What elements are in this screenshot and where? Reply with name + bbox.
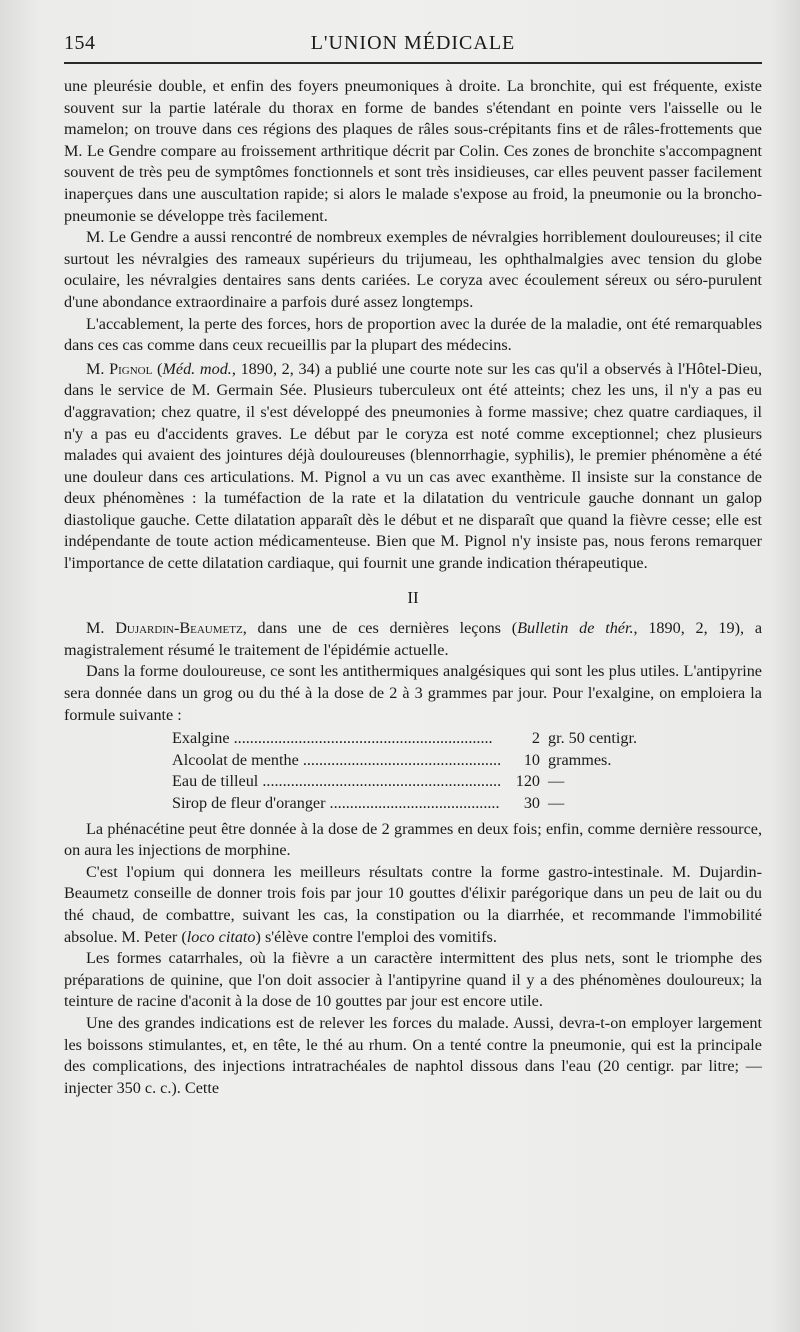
formula-quantity: 2 bbox=[531, 729, 540, 748]
formula-row bbox=[172, 750, 762, 772]
formula-unit: — bbox=[548, 794, 565, 812]
journal-title: Bulletin de thér. bbox=[517, 619, 634, 638]
citation-italic: loco citato bbox=[186, 927, 256, 946]
paragraph-dujardin: M. Dujardin-Beaumetz, dans une de ces dernières leçons (Bulletin de thér., 1890, 2, 19), a magistralement résumé le traitement de l'épidémie actuelle. bbox=[64, 619, 763, 659]
paragraph-painful-form: Dans la forme douloureuse, ce sont les antithermiques analgésiques qui sont les plus utiles. L'antipyrine sera donnée dans un grog ou du thé à la dose de 2 à 3 grammes par jour. Pour l'exalgine, on emploiera la formule suivante : bbox=[64, 662, 762, 724]
paragraph-exhaustion: L'accablement, la perte des forces, hors de proportion avec la durée de la maladie, ont été remarquables dans ces cas comme dans ceux recueillis par la plupart des médecins. bbox=[64, 314, 762, 355]
formula-unit: gr. 50 centigr. bbox=[548, 729, 638, 748]
formula-quantity: 30 bbox=[523, 794, 540, 812]
formula-row bbox=[172, 771, 762, 793]
paragraph-continuation: une pleurésie double, et enfin des foyers pneumoniques à droite. La bronchite, qui est fréquente, existe souvent sur la partie latérale du thorax en forme de bandes s'étendant en pointe vers l'aisselle ou le mamelon; on trouve dans ces régions des plaques de râles sous-crépitants fins et de râles-frottements que M. Le Gendre compare au froissement arthritique décrit par Colin. Ces zones de bronchite s'accompagnent souvent de très peu de symptômes fonctionnels et sont très insidieuses, car elles peuvent passer facilement inaperçues dans une auscultation rapide; si alors le malade s'expose au froid, la pneumonie ou la broncho-pneumonie se développe très facilement. bbox=[64, 77, 762, 225]
paragraph-phenacetin: La phénacétine peut être donnée à la dose de 2 grammes en deux fois; enfin, comme dernière ressource, on aura les injections de morphine. bbox=[64, 819, 762, 860]
page-number: 154 bbox=[64, 32, 96, 54]
author-name: M. Dujardin-Beaumetz bbox=[86, 619, 243, 638]
paragraph-opium: C'est l'opium qui donnera les meilleurs résultats contre la forme gastro-intestinale. M. Dujardin-Beaumetz conseille de donner trois fois par jour 10 gouttes d'élixir parégorique dans un peu de lait ou du thé chaud, de combattre, suivant les cas, la constipation ou la diarrhée, et recommande l'immobilité absolue. M. Peter (loco citato) s'élève contre l'emploi des vomitifs. bbox=[64, 862, 762, 946]
body-text bbox=[64, 76, 762, 1099]
formula-row bbox=[172, 793, 762, 815]
formula-quantity: 120 bbox=[515, 772, 540, 791]
formula-quantity: 10 bbox=[523, 750, 540, 769]
formula-ingredient: Eau de tilleul ..... bbox=[172, 771, 500, 793]
paragraph-stimulants: Une des grandes indications est de relever les forces du malade. Aussi, devra-t-on employer largement les boissons stimulantes, et, en tête, le thé au rhum. On a tenté contre la pneumonie, qui est la principale des complications, des injections intratrachéales de naphtol dissous dans l'eau (20 centigr. par litre; — injecter 350 c. c.). Cette bbox=[64, 1013, 762, 1097]
author-name: M. Pignol bbox=[86, 359, 153, 378]
exalgine-formula bbox=[172, 728, 762, 814]
formula-ingredient: Sirop de fleur d'oranger ..... bbox=[172, 793, 500, 815]
formula-unit: — bbox=[548, 772, 565, 791]
formula-ingredient: Exalgine ..... bbox=[172, 728, 500, 750]
paragraph-pignol: M. Pignol (Méd. mod., 1890, 2, 34) a publié une courte note sur les cas qu'il a observés à l'Hôtel-Dieu, dans le service de M. Germain Sée. Plusieurs tuberculeux ont été atteints; chez les uns, il n'y a pas eu d'aggravation; chez quatre, il s'est développé des pneumonies à forme massive; chez quatre cardiaques, il n'y a pas eu d'accidents graves. Le début par le coryza est noté comme exceptionnel; chez plusieurs malades qui avaient des jointures déjà douloureuses (blennorrhagie, syphilis), le premier phénomène a été une douleur dans ces articulations. M. Pignol a vu un cas avec exanthème. Il insiste sur la constance de deux phénomènes : la tuméfaction de la rate et la dilatation du ventricule gauche donnant un galop diastolique gauche. Cette dilatation apparaît dès le début et ne disparaît que quand la fièvre cesse; elle est indépendante de toute action médicamenteuse. Bien que M. Pignol n'y insiste pas, nous ferons remarquer l'importance de cette dilatation cardiaque, qui fournit une grande indication thérapeutique. bbox=[64, 359, 763, 573]
section-heading: II bbox=[407, 587, 419, 607]
paragraph-catarrhal: Les formes catarrhales, où la fièvre a un caractère intermittent des plus nets, sont le triomphe des préparations de quinine, que l'on doit associer à l'antipyrine quand il y a des phénomènes douloureux; la teinture de racine d'aconit à la dose de 10 gouttes par jour est encore utile. bbox=[64, 949, 762, 1011]
formula-unit: grammes. bbox=[548, 750, 612, 769]
formula-ingredient: Alcoolat de menthe ..... bbox=[172, 750, 500, 772]
running-title: L'UNION MÉDICALE bbox=[310, 32, 516, 54]
journal-title: Méd. mod. bbox=[162, 359, 232, 378]
running-header bbox=[64, 28, 762, 64]
formula-row bbox=[172, 728, 762, 750]
paragraph-neuralgias: M. Le Gendre a aussi rencontré de nombreux exemples de névralgies horriblement douloureuses; il cite surtout les névralgies des rameaux supérieurs du trijumeau, les ophthalmalgies avec tension du globe oculaire, les névralgies dentaires sans dents cariées. Le coryza avec écoulement séreux ou séro-purulent d'une abondance extraordinaire a parfois duré assez longtemps. bbox=[64, 228, 762, 311]
